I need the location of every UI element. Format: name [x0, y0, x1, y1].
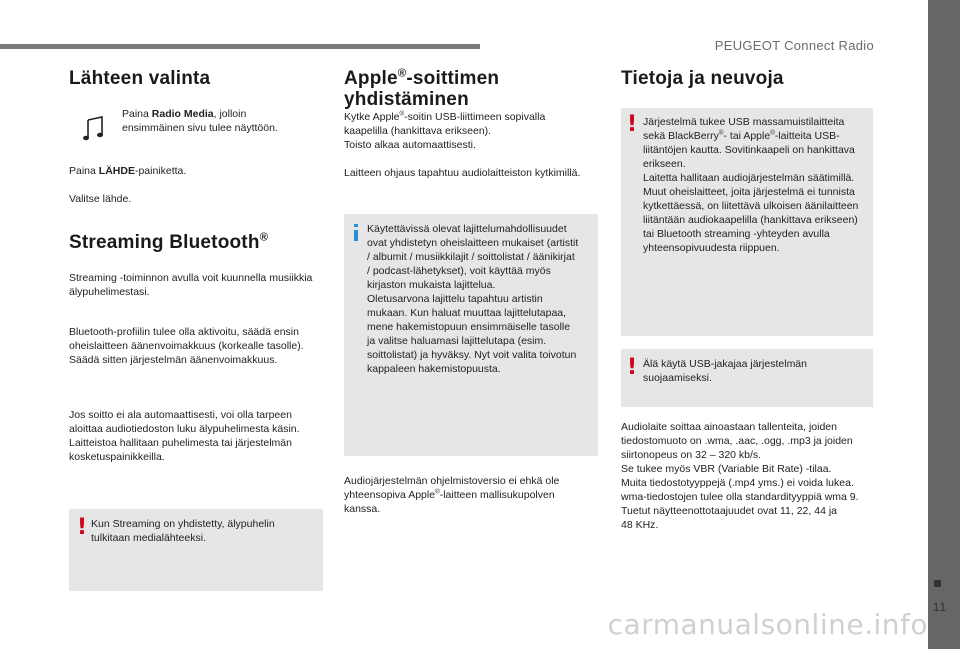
info-icon: [354, 224, 358, 227]
page-number: 11: [932, 600, 948, 614]
format-info-text: Audiolaite soittaa ainoastaan tallenteita, joiden tiedostomuoto on .wma, .aac, .ogg, .mp3 ja joiden siirtonopeus on 32 – 320 kb/s. Se tukee myös VBR (Variable Bit Rate) -tilaa. Muita tiedostotyyppejä (.mp4 yms.) ei voida lukea. wma-tiedostojen tulee olla standardityyppiä wma 9. Tuetut näytteenottotaajuudet ovat 11, 22, 44 ja 48 KHz.: [621, 421, 859, 531]
end-marker: [934, 580, 941, 587]
apple-text-3: Audiojärjestelmän ohjelmistoversio ei ehkä ole yhteensopiva Apple®-laitteen mallisukupolven kanssa.: [344, 475, 560, 515]
usb-note-text: Järjestelmä tukee USB massamuistilaitteita sekä BlackBerry®- tai Apple®-laitteita USB- liitäntöjen kautta. Sovitinkaapeli on hankittava erikseen. Laitetta hallitaan audiojärjestelmän säätimillä. Muut oheislaitteet, joita järjestelmä ei tunnista kytkettäessä, on liitettävä ulkoisen äänilaitteen liitäntään audiokaapelilla (hankittava erikseen) tai Bluetooth streaming -yhteyden avulla yhteensopivuudesta riippuen.: [643, 116, 859, 254]
apple-text-2: Laitteen ohjaus tapahtuu audiolaitteiston kytkimillä.: [344, 167, 581, 179]
source-title: Lähteen valinta: [69, 68, 211, 89]
source-step-1: Paina LÄHDE-painiketta.: [69, 165, 187, 177]
apple-title: Apple®-soittimen yhdistäminen: [344, 67, 500, 110]
usb-note-box: [621, 108, 873, 336]
hub-note-box: [621, 349, 873, 407]
apple-text-1: Kytke Apple®-soitin USB-liittimeen sopivalla kaapelilla (hankittava erikseen). Toisto alkaa automaattisesti.: [344, 110, 546, 151]
header-rule: [0, 44, 480, 49]
apple-info-box: [344, 214, 598, 456]
apple-info-text: Käytettävissä olevat lajittelumahdollisuudet ovat yhdistetyn oheislaitteen mukaiset (artistit / albumit / musiikkilajit / soittolistat / äänikirjat / podcast-lähetykset), voit käyttää myös kirjaston mukaista lajittelua. Oletusarvona lajittelu tapahtuu artistin mukaan. Kun haluat muuttaa lajittelutapaa, mene hakemistopuun ensimmäiselle tasolle ja valitse haluamasi lajittelutapa (esim. soittolistat) ja hyväksy. Nyt voit valita toivotun kappaleen hakemistopuusta.: [367, 223, 579, 375]
tips-title: Tietoja ja neuvoja: [621, 68, 784, 89]
watermark: carmanualsonline.info: [607, 608, 928, 641]
bluetooth-text-3: Jos soitto ei ala automaattisesti, voi olla tarpeen aloittaa audiotiedoston luku älypuhelimesta käsin. Laitteistoa hallitaan puhelimesta tai järjestelmän kosketuspainikkeilla.: [69, 409, 300, 463]
side-tab: [928, 0, 960, 649]
source-step-2: Valitse lähde.: [69, 193, 132, 205]
bluetooth-title: Streaming Bluetooth®: [69, 231, 269, 253]
streaming-note-text: Kun Streaming on yhdistetty, älypuhelin tulkitaan medialähteeksi.: [91, 518, 275, 544]
warning-icon: !: [77, 515, 88, 540]
warning-icon: !: [627, 112, 638, 137]
music-note-icon: [83, 116, 105, 142]
hub-note-text: Älä käytä USB-jakajaa järjestelmän suojaamiseksi.: [643, 358, 807, 384]
info-icon-stem: [354, 230, 358, 241]
bluetooth-text-1: Streaming -toiminnon avulla voit kuunnella musiikkia älypuhelimestasi.: [69, 272, 313, 298]
press-radio-media: Paina Radio Media, jolloin ensimmäinen sivu tulee näyttöön.: [122, 108, 278, 134]
brand-label: PEUGEOT Connect Radio: [714, 38, 874, 53]
warning-icon: !: [627, 355, 638, 380]
streaming-note-box: [69, 509, 323, 591]
bluetooth-text-2: Bluetooth-profiilin tulee olla aktivoitu, säädä ensin oheislaitteen äänenvoimakkuus (korkealle tasolle). Säädä sitten järjestelmän äänenvoimakkuus.: [69, 326, 304, 366]
